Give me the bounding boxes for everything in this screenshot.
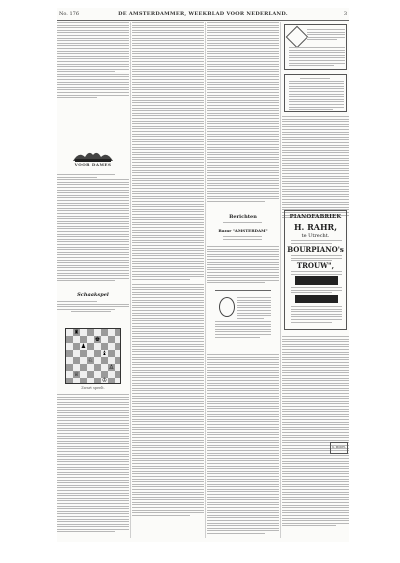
chess-heading: Schaakspel [77,292,109,298]
boxed-advert [284,24,347,70]
body-text [282,336,349,528]
column-rule [280,22,281,538]
newspaper-page [57,8,349,542]
king-icon: ♔ [101,377,108,384]
brand-name: BOURPIANO's [287,245,344,254]
vignette-title: VOOR DAMES [74,162,112,167]
chess-diagram [65,328,121,384]
page-number: 3 [343,11,347,17]
seal-icon [219,297,235,317]
voor-dames-vignette [71,148,115,168]
bishop-icon: ♝ [101,350,108,357]
masthead-title: DE AMSTERDAMMER, WEEKBLAD VOOR NEDERLAND. [118,11,288,17]
pawn-icon: ♟ [80,343,87,350]
piano-factory-title: PIANOFABRIEK [289,214,342,220]
issue-number: No. 176 [59,11,80,17]
bazar-name: Bazar "AMSTERDAM" [218,228,268,233]
column-rule [205,22,206,538]
king-icon: ♚ [94,336,101,343]
body-text [207,22,279,204]
price-list [282,116,349,220]
ornament-icon [71,149,115,163]
body-text [57,174,129,283]
body-text [132,284,204,517]
advert-block [215,290,271,349]
body-text [207,354,279,536]
piano-advert [284,210,347,330]
chess-notes [57,394,129,534]
page-header [57,8,349,21]
knight-icon: ♘ [87,357,94,364]
stamp-icon: K. MODEL [330,442,348,454]
pawn-icon: ♙ [108,364,115,371]
trouw-title: TROUW", [296,261,335,270]
queen-icon: ♕ [73,371,80,378]
notice-block [207,244,279,286]
body-text [57,22,129,100]
notice-text [207,236,279,241]
section-heading: Berichten [229,214,257,220]
maker-city: te Utrecht. [301,233,330,239]
maker-name: H. RAHR, [294,222,337,232]
black-banner [295,276,338,285]
body-text [132,22,204,281]
rook-icon: ♜ [73,329,80,336]
chess-intro [57,301,129,314]
diamond-emblem-icon [286,26,309,49]
column-rule [130,22,131,538]
diagram-caption: Zwart speelt. [81,386,105,390]
notice-intro [207,222,279,225]
boxed-advert [284,74,347,112]
black-banner [295,295,338,303]
